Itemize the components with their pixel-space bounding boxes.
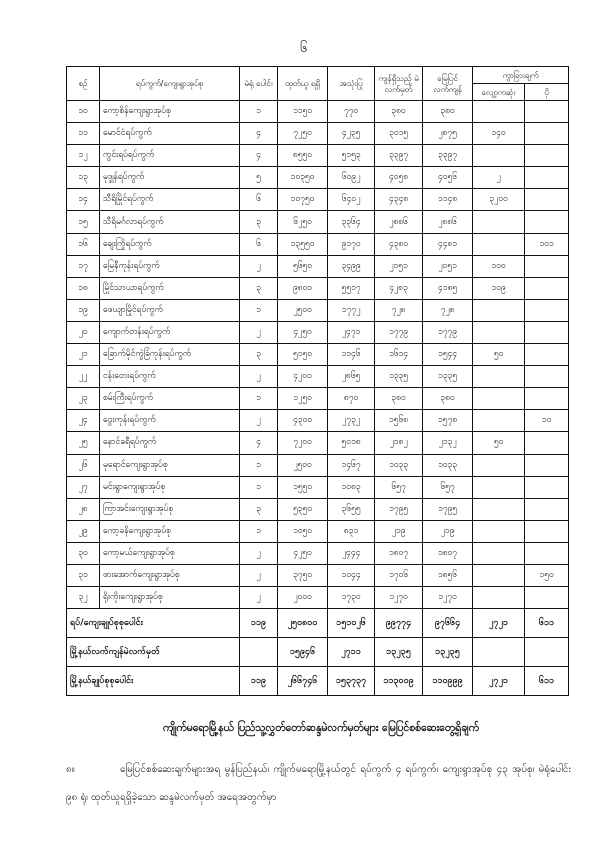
total-used: ၁၅၁၀၂၆ <box>328 609 375 638</box>
cell-used: ၅၅၁၇ <box>328 277 375 299</box>
cell-issued: ၄၃၀၀ <box>278 410 328 432</box>
cell-name: မြိုင်သာယာရပ်ကွက် <box>100 277 240 299</box>
cell-no: ၁၈ <box>67 277 100 299</box>
total-row <box>67 638 569 667</box>
cell-remaining: ၆၅၇ <box>375 476 423 498</box>
cell-more <box>525 498 569 520</box>
cell-name: ရိုးကိုးကျေးရွာအုပ်စု <box>100 587 240 609</box>
cell-no: ၂၉ <box>67 520 100 542</box>
header-less: လျော့ကဆုံး <box>473 84 525 101</box>
cell-less <box>473 101 525 123</box>
total-booths: ၁၁၉ <box>240 609 278 638</box>
cell-used: ၈၇၀ <box>328 388 375 410</box>
cell-used: ၅၀၁၈ <box>328 432 375 454</box>
cell-booths: ၃ <box>240 277 278 299</box>
cell-used: ၇၇၀ <box>328 101 375 123</box>
total-less <box>473 638 525 667</box>
cell-remaining: ၁၃၃၅ <box>375 366 423 388</box>
cell-less <box>473 145 525 167</box>
table-row <box>67 542 569 564</box>
table-row <box>67 388 569 410</box>
cell-no: ၂၃ <box>67 388 100 410</box>
cell-less: ၅၀ <box>473 344 525 366</box>
cell-booths: ၁ <box>240 101 278 123</box>
cell-remaining: ၁၇၉၅ <box>375 498 423 520</box>
cell-remaining: ၃၃၉၇ <box>375 145 423 167</box>
cell-less <box>473 498 525 520</box>
cell-more <box>525 123 569 145</box>
cell-name: မုရောင်ကျေးရွာအုပ်စု <box>100 454 240 476</box>
cell-less <box>473 564 525 586</box>
cell-no: ၃၁ <box>67 564 100 586</box>
total-remaining: ၁၁၃၀၀၉ <box>375 667 423 696</box>
cell-remaining: ၄၂၈၃ <box>375 277 423 299</box>
cell-no: ၂၄ <box>67 410 100 432</box>
cell-no: ၂၈ <box>67 498 100 520</box>
cell-name: ကျောက်တန်းရပ်ကွက် <box>100 321 240 343</box>
cell-used: ၃၆၅၅ <box>328 498 375 520</box>
total-used: ၁၅၃၇၃၇ <box>328 667 375 696</box>
cell-issued: ၁၂၅၀ <box>278 388 328 410</box>
cell-less: ၁၀၀ <box>473 255 525 277</box>
cell-name: ချေးကြိုရပ်ကွက် <box>100 233 240 255</box>
cell-more <box>525 454 569 476</box>
total-row <box>67 667 569 696</box>
cell-name: မောင်ငံရပ်ကွက် <box>100 123 240 145</box>
cell-verified: ၁၇၉၅ <box>423 498 473 520</box>
cell-no: ၂၀ <box>67 321 100 343</box>
cell-remaining: ၂၁၉ <box>375 520 423 542</box>
table-row <box>67 498 569 520</box>
cell-issued: ၁၀၇၅၀ <box>278 189 328 211</box>
cell-no: ၂၇ <box>67 476 100 498</box>
total-less: ၂၇၂၁ <box>473 609 525 638</box>
table-row <box>67 454 569 476</box>
total-booths <box>240 638 278 667</box>
cell-no: ၂၁ <box>67 344 100 366</box>
cell-less: ၅၀ <box>473 432 525 454</box>
cell-verified: ၄၀၅၆ <box>423 167 473 189</box>
cell-verified: ၁၅၇၈ <box>423 410 473 432</box>
cell-used: ၁၀၈၃ <box>328 476 375 498</box>
cell-used: ၆၄၀၂ <box>328 189 375 211</box>
cell-less: ၁၄၀ <box>473 123 525 145</box>
cell-no: ၁၁ <box>67 123 100 145</box>
cell-name: ကော့စိန်ကျေးရွာအုပ်စု <box>100 101 240 123</box>
cell-booths: ၂ <box>240 255 278 277</box>
table-row <box>67 167 569 189</box>
cell-used: ၂၄၇၁ <box>328 321 375 343</box>
table-row <box>67 344 569 366</box>
cell-verified: ၃၈၀ <box>423 388 473 410</box>
cell-remaining: ၁၇၇၉ <box>375 321 423 343</box>
cell-used: ၁၁၄၆ <box>328 344 375 366</box>
cell-issued: ၅၃၅၀ <box>278 498 328 520</box>
cell-verified: ၆၅၇ <box>423 476 473 498</box>
cell-booths: ၆ <box>240 233 278 255</box>
cell-more <box>525 432 569 454</box>
cell-name: ဝွေးကုန်းရပ်ကွက် <box>100 410 240 432</box>
cell-issued: ၅၆၅၀ <box>278 255 328 277</box>
cell-less <box>473 388 525 410</box>
cell-verified: ၁၀၃၃ <box>423 454 473 476</box>
page-number: ၆ <box>299 41 308 56</box>
cell-remaining: ၇၂၈ <box>375 299 423 321</box>
cell-name: ကော့မယ်ကျေးရွာအုပ်စု <box>100 542 240 564</box>
cell-issued: ၅၁၅၀ <box>278 344 328 366</box>
header-verified: မြေပြင် လက်ကျန် <box>423 67 473 101</box>
cell-remaining: ၃၈၀ <box>375 101 423 123</box>
cell-less: ၁၀၉ <box>473 277 525 299</box>
cell-less <box>473 520 525 542</box>
cell-used: ၂၈၆၅ <box>328 366 375 388</box>
total-verified: ၁၁၀၉၉၉ <box>423 667 473 696</box>
total-issued: ၁၅၉၄၆ <box>278 638 328 667</box>
cell-used: ၅၁၅၃ <box>328 145 375 167</box>
cell-remaining: ၄၃၈၀ <box>375 233 423 255</box>
cell-name: မြေနီကုန်းရပ်ကွက် <box>100 255 240 277</box>
total-issued: ၂၅၀၈၀၀ <box>278 609 328 638</box>
cell-booths: ၄ <box>240 123 278 145</box>
cell-booths: ၁ <box>240 520 278 542</box>
cell-no: ၁၄ <box>67 189 100 211</box>
cell-verified: ၁၈၀၇ <box>423 542 473 564</box>
total-label: မြို့နယ်လက်ကျန်မဲလက်မှတ် <box>67 638 240 667</box>
cell-remaining: ၃၀၁၅ <box>375 123 423 145</box>
cell-used: ၁၀၄၄ <box>328 564 375 586</box>
cell-more <box>525 211 569 233</box>
header-used: အသုံးပြု <box>328 67 375 101</box>
cell-less <box>473 476 525 498</box>
cell-no: ၁၇ <box>67 255 100 277</box>
total-used: ၂၇၁၁ <box>328 638 375 667</box>
cell-booths: ၂ <box>240 321 278 343</box>
ballot-table <box>66 66 569 696</box>
cell-verified: ၂၁၉ <box>423 520 473 542</box>
cell-verified: ၃၃၉၇ <box>423 145 473 167</box>
cell-issued: ၉၈၀၀ <box>278 277 328 299</box>
table-row <box>67 101 569 123</box>
cell-used: ၁၄၆၇ <box>328 454 375 476</box>
cell-verified: ၁၈၅၆ <box>423 564 473 586</box>
total-more: ၆၁၁ <box>525 609 569 638</box>
cell-verified: ၂၁၃၂ <box>423 432 473 454</box>
cell-verified: ၇၂၈ <box>423 299 473 321</box>
cell-issued: ၁၁၅၀ <box>278 101 328 123</box>
cell-booths: ၂ <box>240 366 278 388</box>
total-more <box>525 638 569 667</box>
cell-name: နောင်ခရီရပ်ကွက် <box>100 432 240 454</box>
cell-less <box>473 211 525 233</box>
table-row <box>67 432 569 454</box>
table-row <box>67 299 569 321</box>
cell-remaining: ၄၃၄၈ <box>375 189 423 211</box>
cell-less <box>473 587 525 609</box>
cell-more <box>525 277 569 299</box>
total-row <box>67 609 569 638</box>
cell-booths: ၄ <box>240 432 278 454</box>
cell-issued: ၂၅၀၀ <box>278 299 328 321</box>
cell-no: ၁၂ <box>67 145 100 167</box>
cell-issued: ၁၃၅၅၀ <box>278 233 328 255</box>
cell-booths: ၃ <box>240 344 278 366</box>
cell-issued: ၄၂၀၀ <box>278 366 328 388</box>
cell-verified: ၂၈၈၆ <box>423 211 473 233</box>
total-issued: ၂၆၆၇၄၆ <box>278 667 328 696</box>
paragraph-number: ၈။ <box>66 764 75 775</box>
header-issued: ထုတ်ယူ ရရှိ <box>278 67 328 101</box>
cell-more <box>525 476 569 498</box>
cell-remaining: ၁၆၁၄ <box>375 344 423 366</box>
cell-booths: ၃ <box>240 498 278 520</box>
cell-booths: ၄ <box>240 145 278 167</box>
cell-no: ၁၉ <box>67 299 100 321</box>
cell-used: ၂၄၄၄ <box>328 542 375 564</box>
cell-issued: ၆၂၅၀ <box>278 211 328 233</box>
paragraph-text: မြေပြင်စစ်ဆေးချက်များအရ မွန်ပြည်နယ်၊ ကျိုက်မရောမြို့နယ်တွင် ရပ်ကွက် ၄ ရပ်ကွက်၊ ကျေးရွာအုပ်စု ၄၃ အုပ်စု၊ မဲရုံပေါင်း ၉၈ ရုံ၊ ထုတ်ယူရရှိခဲ့သော ဆန္ဒမဲလက်မှတ် အရေအတွက်မှာ <box>66 764 571 803</box>
cell-booths: ၃ <box>240 211 278 233</box>
cell-more <box>525 366 569 388</box>
cell-less: ၂ <box>473 167 525 189</box>
cell-name: သီရိမြိုင်ရပ်ကွက် <box>100 189 240 211</box>
total-label: ရပ်/ကျေးချုပ်စုစုပေါင်း <box>67 609 240 638</box>
cell-used: ၃၃၆၄ <box>328 211 375 233</box>
cell-issued: ၈၅၅၀ <box>278 145 328 167</box>
cell-issued: ၄၂၅၀ <box>278 321 328 343</box>
cell-no: ၃၀ <box>67 542 100 564</box>
cell-no: ၃၂ <box>67 587 100 609</box>
cell-no: ၁၆ <box>67 233 100 255</box>
cell-name: ကြာအင်းကျေးရွာအုပ်စု <box>100 498 240 520</box>
table-row <box>67 123 569 145</box>
table-row <box>67 255 569 277</box>
header-name: ရပ်ကွက်/ကျေးရွာအုပ်စု <box>100 67 240 101</box>
cell-verified: ၂၈၇၅ <box>423 123 473 145</box>
cell-used: ၁၇၃၀ <box>328 587 375 609</box>
table-row <box>67 277 569 299</box>
cell-booths: ၂ <box>240 564 278 586</box>
cell-no: ၁၅ <box>67 211 100 233</box>
cell-more: ၁၀၁ <box>525 233 569 255</box>
total-verified: ၁၃၂၃၅ <box>423 638 473 667</box>
table-row <box>67 564 569 586</box>
cell-remaining: ၂၁၈၂ <box>375 432 423 454</box>
cell-more <box>525 321 569 343</box>
cell-less <box>473 410 525 432</box>
cell-more <box>525 167 569 189</box>
paragraph <box>66 756 571 812</box>
cell-verified: ၁၂၇၀ <box>423 587 473 609</box>
cell-name: ငန်းတေးရပ်ကွက် <box>100 366 240 388</box>
cell-issued: ၄၂၅၀ <box>278 542 328 564</box>
cell-booths: ၆ <box>240 189 278 211</box>
cell-more <box>525 299 569 321</box>
cell-more <box>525 344 569 366</box>
header-more: ပို <box>525 84 569 101</box>
total-booths: ၁၁၉ <box>240 667 278 696</box>
cell-verified: ၂၀၅၁ <box>423 255 473 277</box>
cell-more <box>525 520 569 542</box>
cell-more: ၁၅၀ <box>525 564 569 586</box>
cell-issued: ၁၅၅၀ <box>278 476 328 498</box>
cell-name: ကွင်းရပ်ရပ်ကွက် <box>100 145 240 167</box>
cell-remaining: ၃၈၀ <box>375 388 423 410</box>
cell-used: ၈၃၁ <box>328 520 375 542</box>
cell-more <box>525 255 569 277</box>
cell-name: သီရိမင်္ဂလာရပ်ကွက် <box>100 211 240 233</box>
header-booths: မဲရုံ ပေါင်း <box>240 67 278 101</box>
cell-name: ဖေယျာမြိုင်ရပ်ကွက် <box>100 299 240 321</box>
cell-used: ၂၇၃၂ <box>328 410 375 432</box>
total-label: မြို့နယ်ချုပ်စုစုပေါင်း <box>67 667 240 696</box>
cell-issued: ၂၅၀၀ <box>278 454 328 476</box>
cell-issued: ၁၀၃၅၀ <box>278 167 328 189</box>
cell-issued: ၇၂၅၀ <box>278 123 328 145</box>
cell-remaining: ၁၀၃၃ <box>375 454 423 476</box>
table-row <box>67 476 569 498</box>
cell-verified: ၁၁၄၈ <box>423 189 473 211</box>
cell-name: ကော့ခနိကျေးရွာအုပ်စု <box>100 520 240 542</box>
cell-more <box>525 145 569 167</box>
cell-name: မင်းရွာကျေးရွာအုပ်စု <box>100 476 240 498</box>
cell-no: ၂၂ <box>67 366 100 388</box>
cell-no: ၁၃ <box>67 167 100 189</box>
cell-more <box>525 189 569 211</box>
cell-more <box>525 388 569 410</box>
table-row <box>67 587 569 609</box>
cell-less <box>473 299 525 321</box>
total-remaining: ၉၉၇၇၄ <box>375 609 423 638</box>
cell-no: ၂၅ <box>67 432 100 454</box>
cell-booths: ၅ <box>240 167 278 189</box>
total-remaining: ၁၃၂၃၅ <box>375 638 423 667</box>
cell-booths: ၁ <box>240 476 278 498</box>
cell-booths: ၂ <box>240 587 278 609</box>
table-row <box>67 321 569 343</box>
table-row <box>67 145 569 167</box>
cell-less <box>473 542 525 564</box>
cell-name: စမ်းကြီးရပ်ကွက် <box>100 388 240 410</box>
cell-verified: ၄၄၈၁ <box>423 233 473 255</box>
cell-less <box>473 233 525 255</box>
header-no: စဉ် <box>67 67 100 101</box>
cell-used: ၃၄၉၉ <box>328 255 375 277</box>
cell-booths: ၁ <box>240 388 278 410</box>
cell-booths: ၂ <box>240 410 278 432</box>
cell-used: ၄၂၃၅ <box>328 123 375 145</box>
table-row <box>67 366 569 388</box>
cell-no: ၂၆ <box>67 454 100 476</box>
total-verified: ၉၇၆၆၄ <box>423 609 473 638</box>
cell-booths: ၁ <box>240 299 278 321</box>
header-remaining: ကျန်ရှိသည့် မဲလက်မှတ် <box>375 67 423 101</box>
cell-remaining: ၁၇၀၆ <box>375 564 423 586</box>
cell-remaining: ၁၂၇၀ <box>375 587 423 609</box>
cell-name: ခြောက်မိုင်ကွဲခြံကုန်းရပ်ကွက် <box>100 344 240 366</box>
table-body <box>67 101 569 696</box>
cell-more <box>525 587 569 609</box>
cell-verified: ၁၃၃၅ <box>423 366 473 388</box>
cell-more <box>525 542 569 564</box>
cell-remaining: ၁၅၆၈ <box>375 410 423 432</box>
cell-less <box>473 366 525 388</box>
table-row <box>67 189 569 211</box>
table-row <box>67 410 569 432</box>
cell-used: ၉၁၇၀ <box>328 233 375 255</box>
table-row <box>67 211 569 233</box>
table-row <box>67 233 569 255</box>
cell-remaining: ၄၀၅၈ <box>375 167 423 189</box>
cell-no: ၁၀ <box>67 101 100 123</box>
cell-booths: ၁ <box>240 454 278 476</box>
cell-remaining: ၁၈၀၇ <box>375 542 423 564</box>
cell-used: ၆၀၉၂ <box>328 167 375 189</box>
cell-issued: ၁၀၅၀ <box>278 520 328 542</box>
cell-verified: ၁၇၇၉ <box>423 321 473 343</box>
cell-verified: ၁၅၄၄ <box>423 344 473 366</box>
cell-issued: ၃၇၅၀ <box>278 564 328 586</box>
total-more: ၆၁၁ <box>525 667 569 696</box>
cell-issued: ၇၂၀၀ <box>278 432 328 454</box>
cell-used: ၁၇၇၂ <box>328 299 375 321</box>
table-row <box>67 520 569 542</box>
cell-name: မုဒ္ဒုန်ရပ်ကွက် <box>100 167 240 189</box>
total-less: ၂၇၂၁ <box>473 667 525 696</box>
cell-name: ဖားအောက်ကျေးရွာအုပ်စု <box>100 564 240 586</box>
header-diff: ကွာခြားချက် <box>473 67 569 84</box>
cell-more <box>525 101 569 123</box>
cell-remaining: ၂၈၈၆ <box>375 211 423 233</box>
cell-less: ၃၂၀၀ <box>473 189 525 211</box>
section-heading: ကျိုက်မရောမြို့နယ် ပြည်သူ့လွှတ်တော်ဆန္ဒမဲလက်မှတ်များ မြေပြင်စစ်ဆေးတွေ့ရှိချက် <box>163 722 479 734</box>
cell-verified: ၃၈၀ <box>423 101 473 123</box>
cell-booths: ၂ <box>240 542 278 564</box>
cell-less <box>473 321 525 343</box>
cell-more: ၁၀ <box>525 410 569 432</box>
cell-remaining: ၂၁၅၁ <box>375 255 423 277</box>
cell-issued: ၂၀၀၀ <box>278 587 328 609</box>
cell-verified: ၄၁၈၅ <box>423 277 473 299</box>
cell-less <box>473 454 525 476</box>
